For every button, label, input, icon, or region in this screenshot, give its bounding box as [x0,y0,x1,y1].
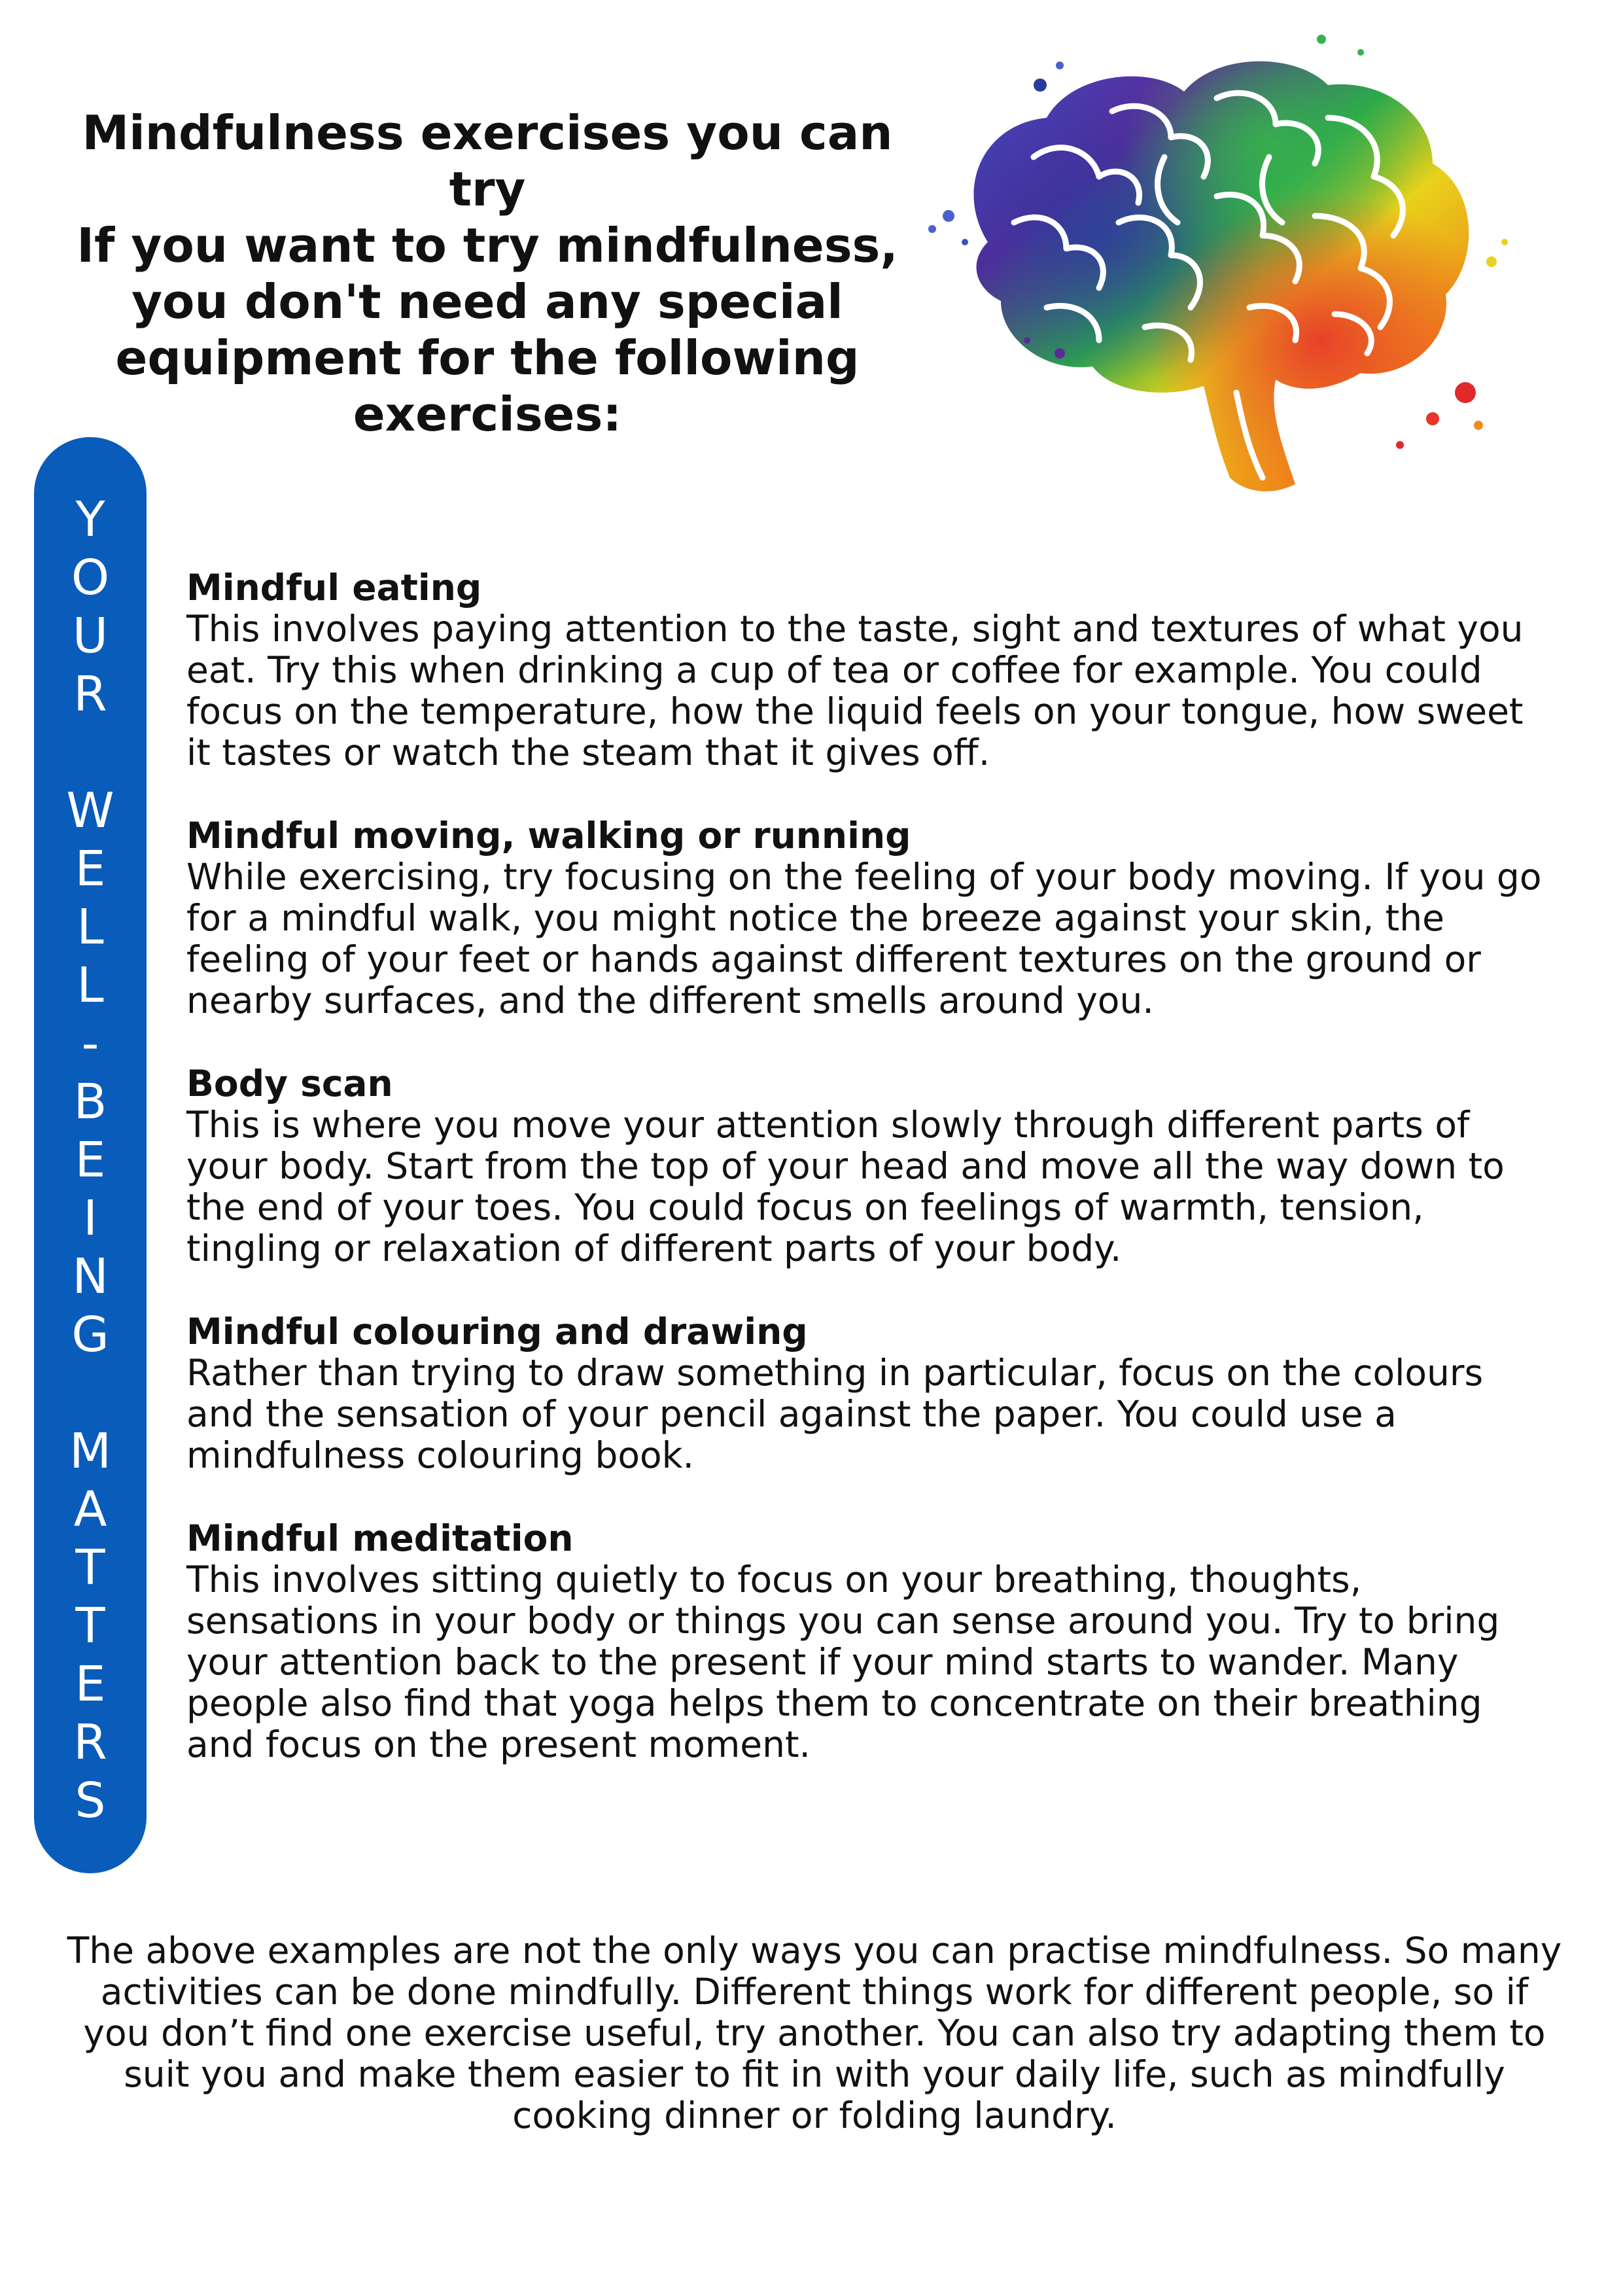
sidebar-letter: E [75,841,106,897]
exercise-list [186,567,1547,1807]
exercise-mindful-moving [186,815,1547,1021]
exercise-mindful-eating [186,567,1547,773]
sidebar-letter: A [73,1481,107,1538]
sidebar-letter: U [72,608,109,664]
exercise-body: This involves sitting quietly to focus on your breathing, thoughts, sensations in your body or things you can sense around you. Try to bring your attention back to the present if your mind starts to wander. Many people also find that yoga helps them to concentrate on their breathing and focus on the present moment. [186,1559,1500,1765]
exercise-heading: Mindful eating [186,567,482,609]
sidebar-letter: O [71,550,110,606]
sidebar-letter: I [83,1190,97,1246]
sidebar-letter: T [75,1540,105,1596]
exercise-body: This involves paying attention to the taste, sight and textures of what you eat. Try this when drinking a cup of tea or coffee for example. You could focus on the temperature, how the liquid feels on your tongue, how sweet it tastes or watch the steam that it gives off. [186,608,1524,773]
sidebar-letter: R [73,666,107,722]
exercise-body: Rather than trying to draw something in particular, focus on the colours and the sensation of your pencil against the paper. You could use a mindfulness colouring book. [186,1352,1484,1476]
sidebar-letter: E [75,1656,106,1712]
sidebar-letter: M [69,1423,111,1479]
title-line: If you want to try mindfulness, [77,218,898,273]
sidebar-letter: E [75,1132,106,1188]
footer-note: The above examples are not the only ways you can practise mindfulness. So many activities can be done mindfully. Different things work for different people, so if you don’t find one exercise useful, try another. You can also try adapting them to suit you and make them easier to fit in with your daily life, such as mindfully cooking dinner or folding laundry. [67,1930,1562,2136]
sidebar-letter: T [75,1598,105,1654]
title-line: equipment for the following [115,330,860,385]
sidebar-gap [34,1364,147,1422]
exercise-heading: Mindful colouring and drawing [186,1311,808,1352]
exercise-heading: Mindful meditation [186,1517,574,1559]
sidebar-letter: R [73,1714,107,1771]
exercise-body: This is where you move your attention slowly through different parts of your body. Start from the top of your head and move all the way down to the end of your toes. You could focus on feelings of warmth, tension, tingling or relaxation of different parts of your body. [186,1104,1505,1269]
sidebar-letter: L [77,957,104,1014]
sidebar-gap [34,724,147,782]
title-line: Mindfulness exercises you can try [82,105,893,217]
exercise-heading: Mindful moving, walking or running [186,815,911,857]
sidebar-letter: Y [75,491,105,548]
title-line: you don't need any special [131,274,843,329]
exercise-body: While exercising, try focusing on the feeling of your body moving. If you go for a mindful walk, you might notice the breeze against your skin, the feeling of your feet or hands against different textures on the ground or nearby surfaces, and the different smells around you. [186,856,1542,1021]
title-line: exercises: [353,387,622,442]
sidebar-letter: B [73,1074,107,1130]
exercise-body-scan [186,1063,1547,1269]
exercise-mindful-colouring [186,1311,1547,1476]
sidebar-letter: - [81,1016,99,1072]
sidebar-letter: G [71,1307,109,1363]
brain-illustration [903,26,1544,523]
exercise-mindful-meditation [186,1517,1547,1765]
sidebar-letter: N [72,1248,109,1305]
page-title [62,105,913,442]
exercise-heading: Body scan [186,1063,393,1104]
sidebar-letter: W [66,783,114,839]
sidebar-letter: S [75,1773,106,1829]
sidebar-banner [34,437,147,1873]
sidebar-letter: L [77,899,104,955]
